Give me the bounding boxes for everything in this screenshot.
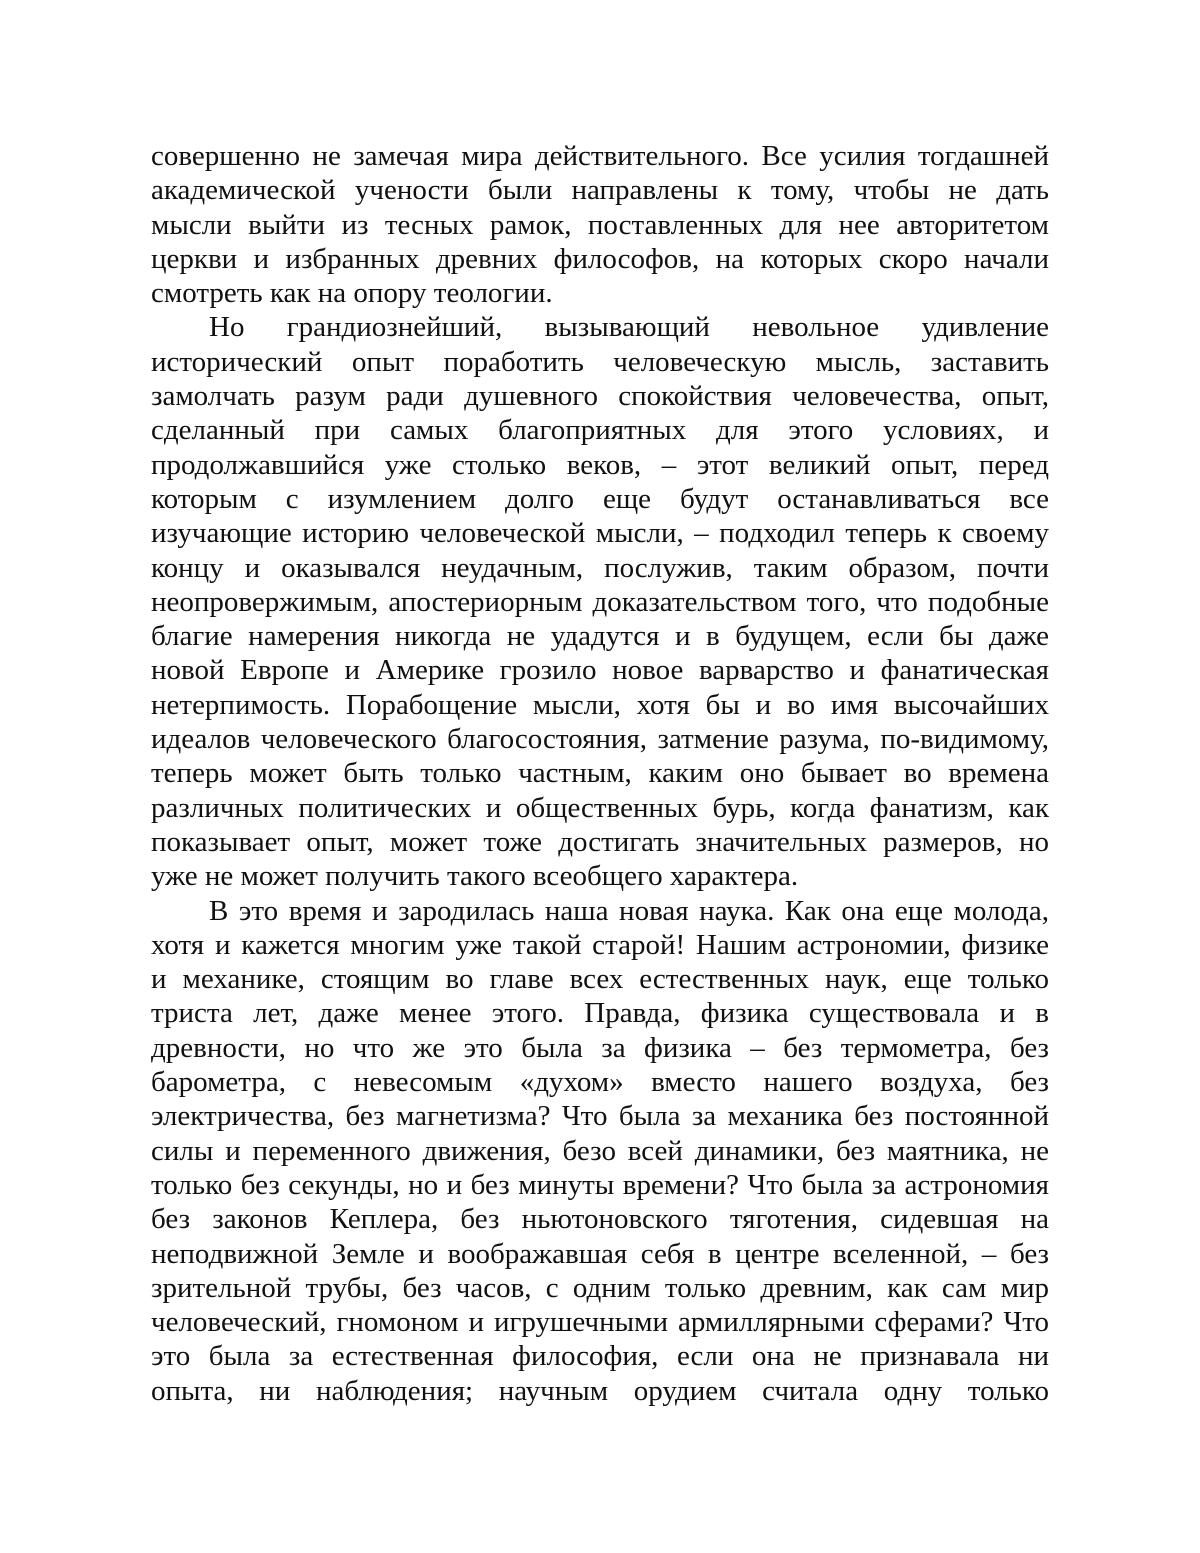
text-line: это была за естественная философия, если она не признавала ни — [151, 1340, 1049, 1373]
text-line: теперь может быть только частным, каким оно бывает во времена — [151, 757, 1049, 790]
text-line: В это время и зародилась наша новая наука. Как она еще молода, — [209, 894, 1049, 927]
text-line: неподвижной Земле и воображавшая себя в центре вселенной, – без — [151, 1237, 1049, 1270]
text-line: благие намерения никогда не удадутся и в будущем, если бы даже — [151, 620, 1049, 653]
text-line: показывает опыт, может тоже достигать значительных размеров, но — [151, 825, 1049, 858]
body-text — [151, 139, 1049, 1408]
text-line: хотя и кажется многим уже такой старой! Нашим астрономии, физике — [151, 928, 1049, 961]
text-line: замолчать разум ради душевного спокойствия человечества, опыт, — [151, 380, 1049, 413]
text-line: исторический опыт поработить человеческую мысль, заставить — [151, 345, 1049, 378]
text-line: нетерпимость. Порабощение мысли, хотя бы и во имя высочайших — [151, 688, 1049, 721]
text-line: и механике, стоящим во главе всех естественных наук, еще только — [151, 963, 1049, 996]
text-line: электричества, без магнетизма? Что была за механика без постоянной — [151, 1100, 1049, 1133]
text-line: идеалов человеческого благосостояния, затмение разума, по-видимому, — [151, 723, 1049, 756]
text-line: силы и переменного движения, безо всей динамики, без маятника, не — [151, 1134, 1049, 1167]
text-line: академической учености были направлены к тому, чтобы не дать — [151, 174, 1049, 207]
text-line: барометра, с невесомым «духом» вместо нашего воздуха, без — [151, 1066, 1049, 1099]
text-line: церкви и избранных древних философов, на которых скоро начали — [151, 242, 1049, 275]
text-line: только без секунды, но и без минуты времени? Что была за астрономия — [151, 1168, 1049, 1201]
text-line: триста лет, даже менее этого. Правда, физика существовала и в — [151, 997, 1049, 1030]
text-line: новой Европе и Америке грозило новое варварство и фанатическая — [151, 654, 1049, 687]
text-line: опыта, ни наблюдения; научным орудием считала одну только — [151, 1374, 1049, 1407]
text-line: продолжавшийся уже столько веков, – этот великий опыт, перед — [151, 448, 1049, 481]
text-line: мысли выйти из тесных рамок, поставленных для нее авторитетом — [151, 208, 1049, 241]
text-line: концу и оказывался неудачным, послужив, таким образом, почти — [151, 551, 1049, 584]
text-line: Но грандиознейший, вызывающий невольное удивление — [209, 311, 1049, 344]
text-line: зрительной трубы, без часов, с одним только древним, как сам мир — [151, 1271, 1049, 1304]
text-line: смотреть как на опору теологии. — [151, 277, 553, 310]
text-line: различных политических и общественных бурь, когда фанатизм, как — [151, 791, 1049, 824]
text-line: изучающие историю человеческой мысли, – подходил теперь к своему — [151, 517, 1049, 550]
text-line: которым с изумлением долго еще будут останавливаться все — [151, 482, 1049, 515]
text-line: неопровержимым, апостериорным доказательством того, что подобные — [151, 585, 1049, 618]
text-line: сделанный при самых благоприятных для этого условиях, и — [151, 414, 1049, 447]
text-line: совершенно не замечая мира действительного. Все усилия тогдашней — [151, 140, 1049, 172]
text-line: человеческий, гномоном и игрушечными армиллярными сферами? Что — [151, 1306, 1049, 1339]
text-line: древности, но что же это была за физика – без термометра, без — [151, 1031, 1049, 1064]
text-line: без законов Кеплера, без ньютоновского тяготения, сидевшая на — [151, 1203, 1049, 1236]
text-line: уже не может получить такого всеобщего характера. — [151, 860, 799, 893]
